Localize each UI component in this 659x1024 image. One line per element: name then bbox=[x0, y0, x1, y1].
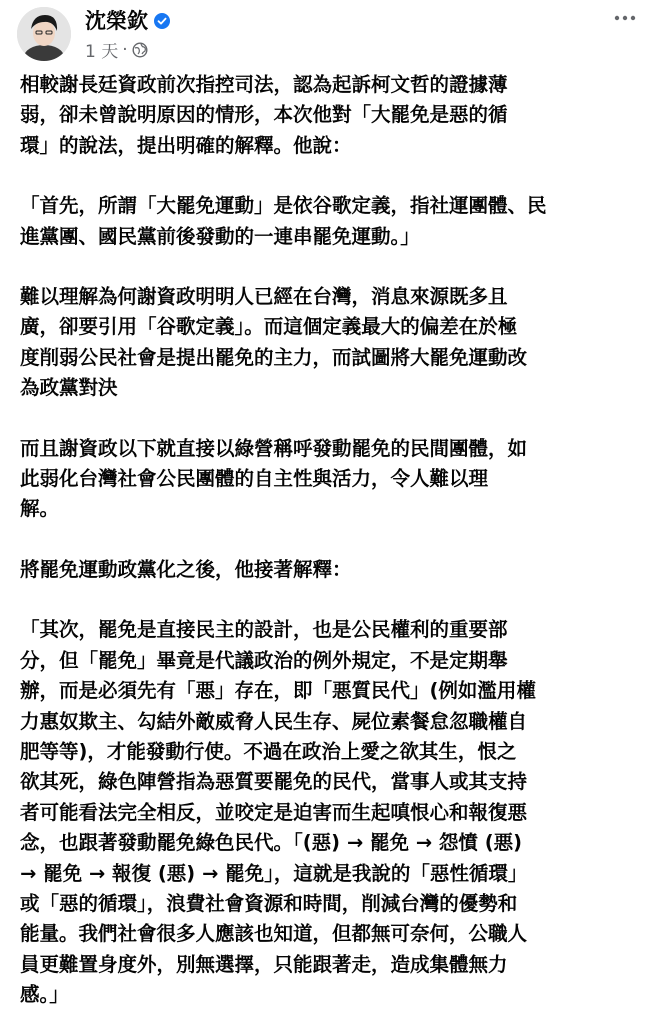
verified-badge-icon bbox=[154, 13, 170, 29]
post-paragraph: 「其次，罷免是直接民主的設計，也是公民權利的重要部 分，但「罷免」畢竟是代議政治的例外規定，不是定期舉 辦，而是必須先有「悪」存在，即「悪質民代」(例如濫用權 力惠奴欺主、勾結外敵威脅人民生存、屍位素餐怠忽職權自 肥等等)，才能發動行使。不過在政治上愛之欲其生，恨之 欲其死，綠色陣營指為惡質要罷免的民代，當事人或其支持 者可能看法完全相反，並咬定是迫害而生起嗔恨心和報復悪 念，也跟著發動罷免綠色民代。「(惡) → 罷免 → 怨憤 (悪) → 罷免 → 報復 (悪) → 罷免」，這就是我說的「惡性循環」 或「惡的循環」，浪費社會資源和時間，削減台灣的優勢和 能量。我們社會很多人應該也知道，但都無可奈何，公職人 員更難置身度外，別無選擇，只能跟著走，造成集體無力 感。」 bbox=[20, 618, 536, 1007]
post-header bbox=[0, 0, 659, 70]
post-time[interactable]: 1 天 bbox=[85, 42, 119, 62]
post-paragraph: 將罷免運動政黨化之後，他接著解釋： bbox=[20, 557, 352, 581]
avatar[interactable] bbox=[17, 7, 71, 61]
post-paragraph: 「首先，所謂「大罷免運動」是依谷歌定義，指社運團體、民 進黨團、國民黨前後發動的一連串罷免運動。」 bbox=[20, 194, 547, 248]
author-name[interactable]: 沈榮欽 bbox=[85, 9, 148, 33]
post-paragraph: 難以理解為何謝資政明明人已經在台灣，消息來源既多且 廣，卻要引用「谷歌定義」。而這個定義最大的偏差在於極 度削弱公民社會是提出罷免的主力，而試圖將大罷免運動改 為政黨對決 bbox=[20, 285, 528, 400]
post-paragraph: 相較謝長廷資政前次指控司法，認為起訴柯文哲的證據薄 弱，卻未曾說明原因的情形，本次他對「大罷免是惡的循 環」的說法，提出明確的解釋。他說： bbox=[20, 73, 508, 157]
post-paragraph: 而且謝資政以下就直接以綠營稱呼發動罷免的民間團體，如 此弱化台灣社會公民團體的自主性與活力，令人難以理 解。 bbox=[20, 436, 528, 521]
globe-icon[interactable] bbox=[132, 42, 148, 58]
more-options-icon[interactable] bbox=[613, 8, 637, 28]
avatar-photo bbox=[17, 7, 71, 61]
meta-separator: · bbox=[122, 39, 128, 60]
post-body bbox=[0, 70, 659, 1011]
